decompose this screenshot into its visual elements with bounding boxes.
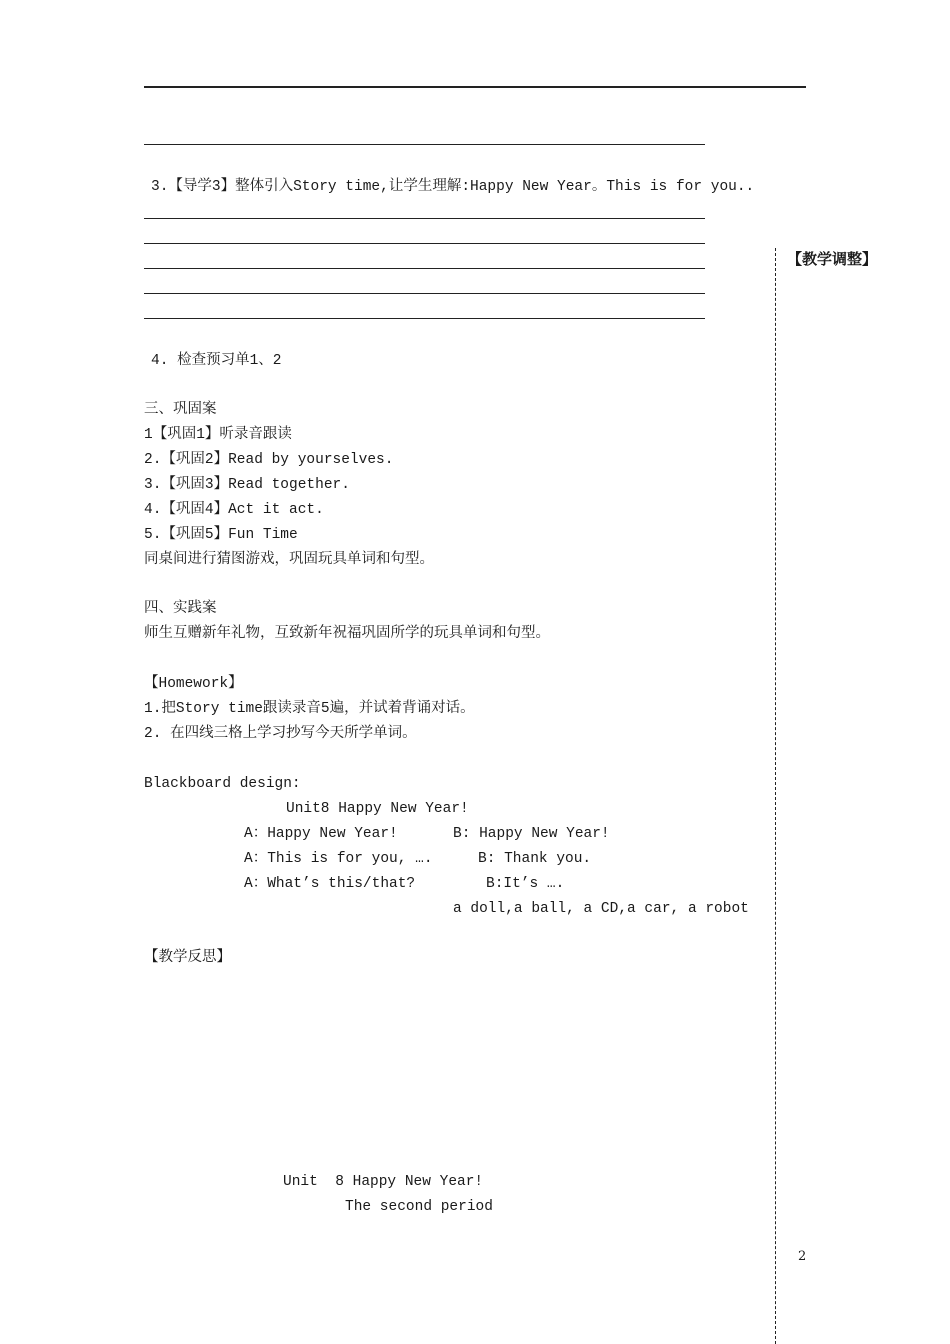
homework-line: 1.把Story time跟读录音5遍，并试着背诵对话。 [144,701,475,717]
blackboard-title: Unit8 Happy New Year! [286,801,469,817]
writing-line [144,144,705,145]
dialogue-a-1: A：Happy New Year! [244,826,398,842]
guide-item-3: 3.【导学3】整体引入Story time,让学生理解:Happy New Year。This is for you.. [151,179,755,195]
dialogue-b-1: B: Happy New Year! [453,826,610,842]
guide-item-4: 4. 检查预习单1、2 [151,353,282,369]
blackboard-label: Blackboard design: [144,776,301,792]
teaching-reflection-heading: 【教学反思】 [144,950,231,966]
consolidate-line: 4.【巩固4】Act it act. [144,502,324,518]
vocabulary-words: a doll,a ball, a CD,a car, a robot [453,901,749,917]
teaching-adjustment-heading: 【教学调整】 [787,250,878,268]
section-4-title: 四、实践案 [144,601,217,617]
consolidate-line: 5.【巩固5】Fun Time [144,527,298,543]
page-number: 2 [798,1249,807,1264]
writing-line [144,86,806,88]
writing-line [144,293,705,294]
dialogue-a-3: A：What’s this/that? [244,876,416,892]
homework-line: 2. 在四线三格上学习抄写今天所学单词。 [144,726,417,742]
consolidate-line: 2.【巩固2】Read by yourselves. [144,452,394,468]
homework-title: 【Homework】 [144,676,243,692]
writing-line [144,318,705,319]
writing-line [144,268,705,269]
margin-divider [775,248,776,1344]
dialogue-b-3: B:It’s …. [486,876,565,892]
practice-text: 师生互赠新年礼物，互致新年祝福巩固所学的玩具单词和句型。 [144,626,550,642]
consolidate-line: 3.【巩固3】Read together. [144,477,350,493]
consolidate-line: 1【巩固1】听录音跟读 [144,427,292,443]
writing-line [144,218,705,219]
dialogue-a-2: A：This is for you, …. [244,851,433,867]
section-3-title: 三、巩固案 [144,402,217,418]
writing-line [144,243,705,244]
dialogue-b-2: B: Thank you. [478,851,592,867]
period-title: The second period [345,1199,493,1215]
unit-title: Unit 8 Happy New Year! [283,1174,484,1190]
consolidate-line: 同桌间进行猜图游戏，巩固玩具单词和句型。 [144,552,434,568]
